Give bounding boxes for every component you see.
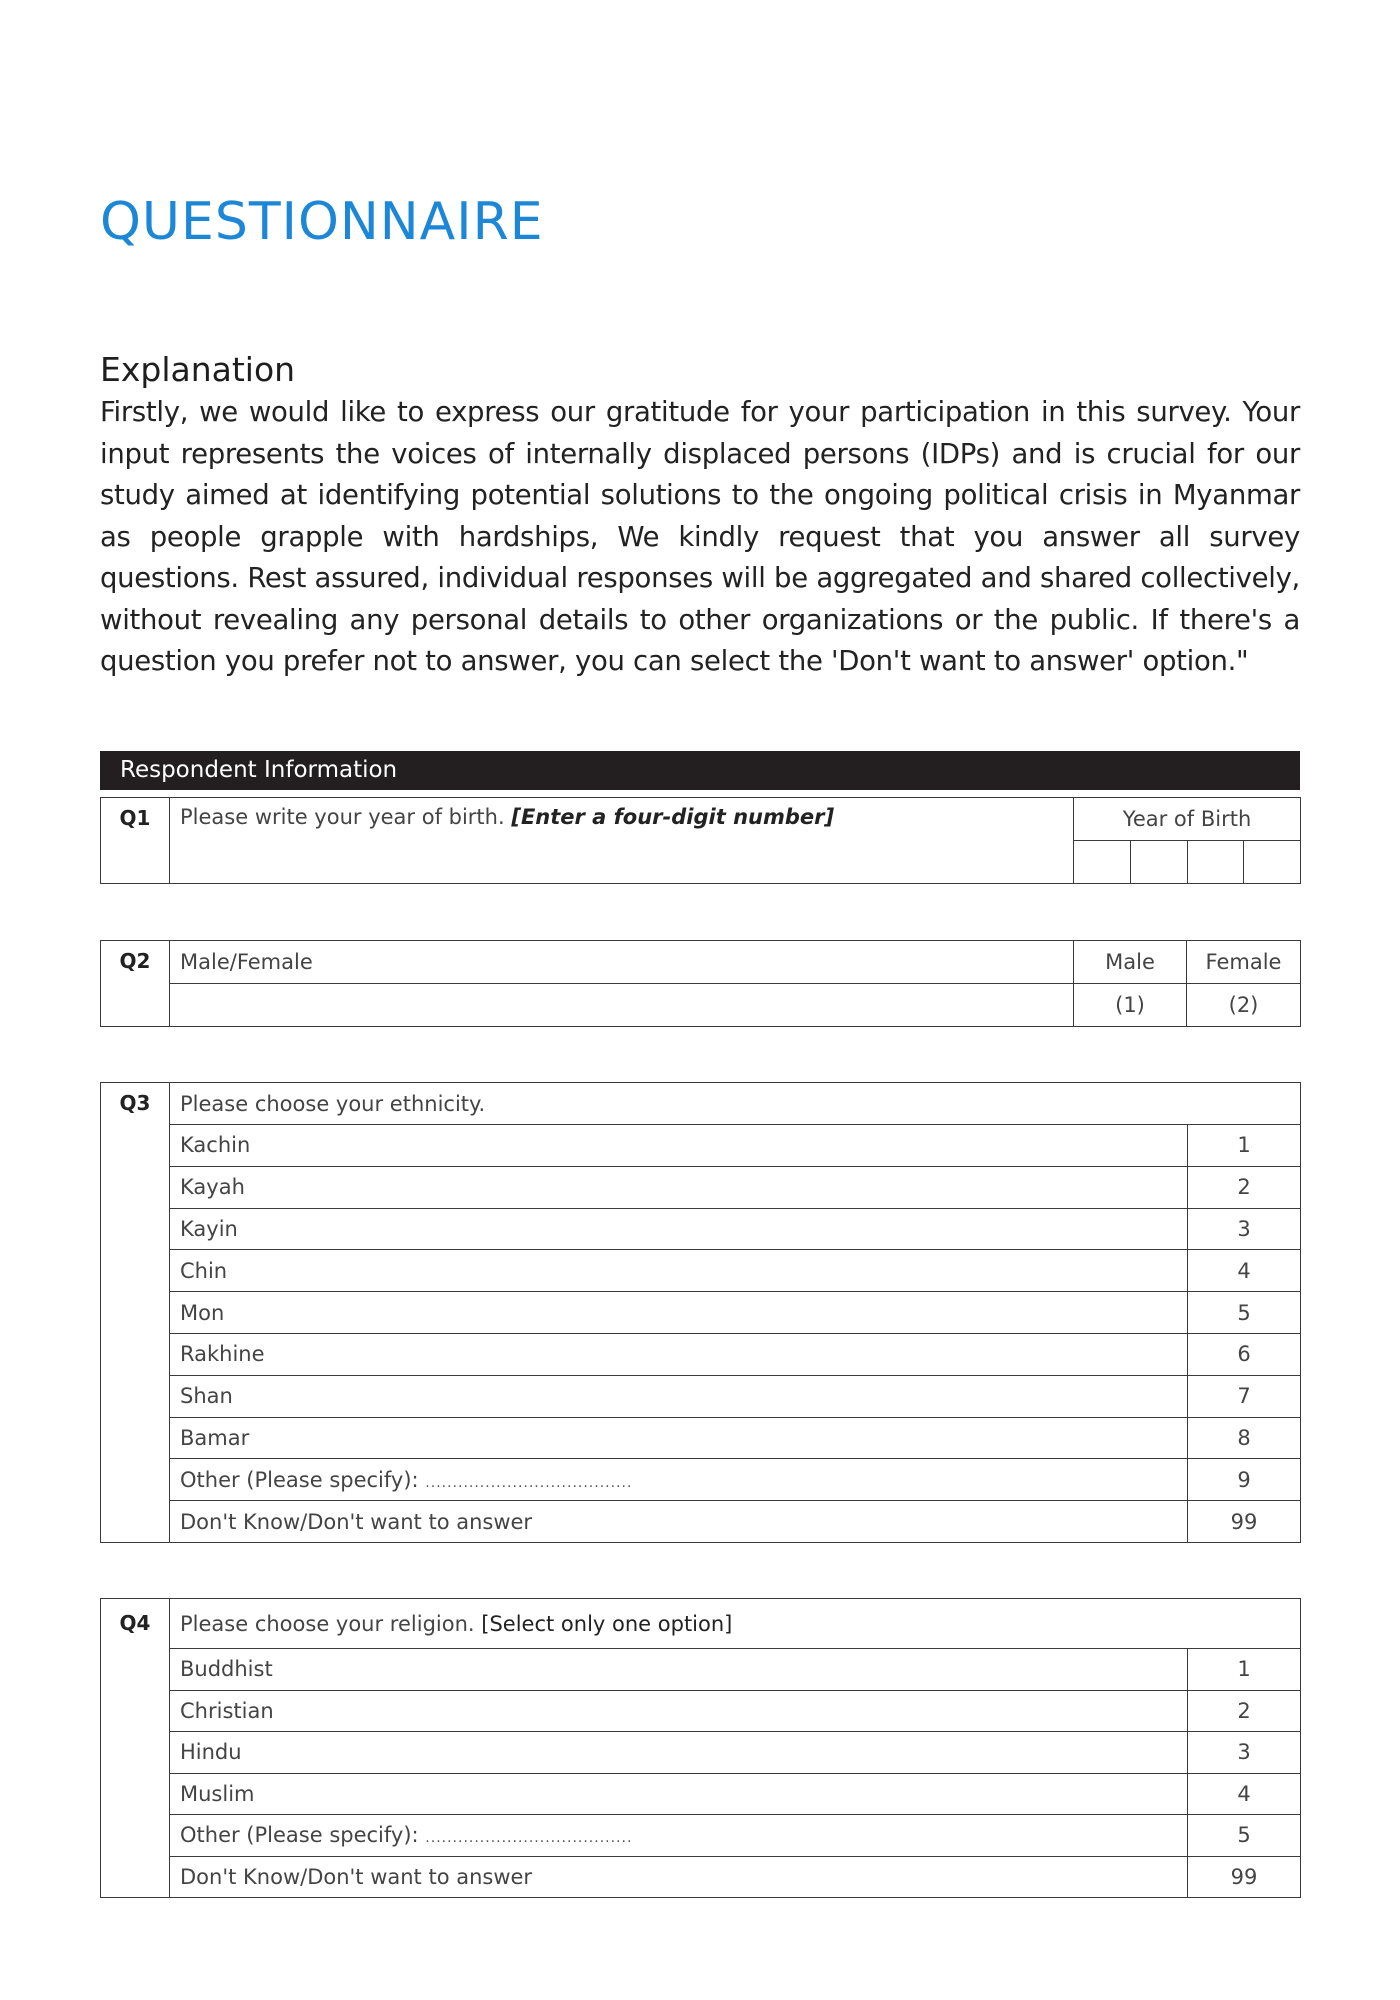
religion-option-row[interactable]: [101, 1815, 1301, 1857]
respondent-information-band: Respondent Information: [100, 751, 1300, 790]
religion-option-row[interactable]: [101, 1690, 1301, 1732]
ethnicity-option-code[interactable]: 2: [1188, 1166, 1301, 1208]
ethnicity-option-row[interactable]: [101, 1292, 1301, 1334]
ethnicity-option-label: Shan: [170, 1375, 1188, 1417]
q4-number: Q4: [101, 1599, 170, 1898]
q3-number: Q3: [101, 1083, 170, 1543]
ethnicity-option-label: Kachin: [170, 1125, 1188, 1167]
religion-option-code[interactable]: 4: [1188, 1773, 1301, 1815]
ethnicity-option-row[interactable]: [101, 1375, 1301, 1417]
ethnicity-option-code[interactable]: 3: [1188, 1208, 1301, 1250]
ethnicity-option-label: Other (Please specify):: [180, 1467, 419, 1492]
ethnicity-option-label: Bamar: [170, 1417, 1188, 1459]
q1-instruction: [Enter a four-digit number]: [511, 805, 835, 829]
ethnicity-specify-line[interactable]: ......................................: [425, 1474, 633, 1491]
male-option-code[interactable]: (1): [1074, 984, 1187, 1027]
year-digit-1-box[interactable]: [1074, 841, 1131, 884]
explanation-heading: Explanation: [100, 350, 296, 389]
ethnicity-option-label: Kayin: [170, 1208, 1188, 1250]
q2-number: Q2: [101, 941, 170, 1027]
religion-option-label: Other (Please specify):: [180, 1823, 419, 1848]
ethnicity-option-label: Mon: [170, 1292, 1188, 1334]
religion-option-label: Hindu: [170, 1732, 1188, 1774]
ethnicity-option-row[interactable]: [101, 1125, 1301, 1167]
religion-option-row[interactable]: [101, 1649, 1301, 1691]
religion-option-label: Buddhist: [170, 1649, 1188, 1691]
religion-option-label: Don't Know/Don't want to answer: [170, 1856, 1188, 1898]
q1-number: Q1: [101, 798, 170, 884]
ethnicity-option-row[interactable]: [101, 1166, 1301, 1208]
religion-other-cell: [170, 1815, 1188, 1857]
religion-option-code[interactable]: 99: [1188, 1856, 1301, 1898]
religion-option-code[interactable]: 2: [1188, 1690, 1301, 1732]
ethnicity-option-row[interactable]: [101, 1250, 1301, 1292]
ethnicity-option-code[interactable]: 6: [1188, 1333, 1301, 1375]
religion-option-row[interactable]: [101, 1773, 1301, 1815]
q2-table: [100, 940, 1301, 1027]
ethnicity-option-label: Kayah: [170, 1166, 1188, 1208]
q2-answer-space: [170, 984, 1074, 1027]
q2-question: Male/Female: [170, 941, 1074, 984]
ethnicity-option-row[interactable]: [101, 1501, 1301, 1543]
year-digit-2-box[interactable]: [1131, 841, 1188, 884]
religion-option-row[interactable]: [101, 1732, 1301, 1774]
female-option-label[interactable]: Female: [1187, 941, 1301, 984]
q4-question: [170, 1599, 1301, 1649]
male-option-label[interactable]: Male: [1074, 941, 1187, 984]
ethnicity-option-row[interactable]: [101, 1208, 1301, 1250]
ethnicity-option-label: Chin: [170, 1250, 1188, 1292]
ethnicity-option-code[interactable]: 99: [1188, 1501, 1301, 1543]
ethnicity-option-row[interactable]: [101, 1459, 1301, 1501]
q3-question: Please choose your ethnicity.: [170, 1083, 1301, 1125]
explanation-text: Firstly, we would like to express our gratitude for your participation in this survey. Your input represents the voices of internally displaced persons (IDPs) and is crucial for our study aimed at identifying potential solutions to the ongoing political crisis in Myanmar as people grapple with hardships, We kindly request that you answer all survey questions. Rest assured, individual responses will be aggregated and shared collectively, without revealing any personal details to other organizations or the public. If there's a question you prefer not to answer, you can select the 'Don't want to answer' option.": [100, 396, 1300, 677]
year-digit-4-box[interactable]: [1244, 841, 1301, 884]
q1-question: [170, 798, 1074, 884]
year-digit-3-box[interactable]: [1188, 841, 1244, 884]
ethnicity-option-code[interactable]: 5: [1188, 1292, 1301, 1334]
religion-option-label: Christian: [170, 1690, 1188, 1732]
q1-question-text: Please write your year of birth.: [180, 805, 505, 829]
religion-option-code[interactable]: 3: [1188, 1732, 1301, 1774]
ethnicity-other-cell: [170, 1459, 1188, 1501]
religion-option-label: Muslim: [170, 1773, 1188, 1815]
female-option-code[interactable]: (2): [1187, 984, 1301, 1027]
religion-option-code[interactable]: 1: [1188, 1649, 1301, 1691]
q3-table: [100, 1082, 1301, 1543]
ethnicity-option-code[interactable]: 1: [1188, 1125, 1301, 1167]
q4-table: [100, 1598, 1301, 1898]
religion-option-row[interactable]: [101, 1856, 1301, 1898]
ethnicity-option-code[interactable]: 7: [1188, 1375, 1301, 1417]
ethnicity-option-code[interactable]: 8: [1188, 1417, 1301, 1459]
ethnicity-option-row[interactable]: [101, 1417, 1301, 1459]
ethnicity-option-label: Don't Know/Don't want to answer: [170, 1501, 1188, 1543]
religion-option-code[interactable]: 5: [1188, 1815, 1301, 1857]
ethnicity-option-label: Rakhine: [170, 1333, 1188, 1375]
religion-specify-line[interactable]: ......................................: [425, 1830, 633, 1847]
ethnicity-option-code[interactable]: 4: [1188, 1250, 1301, 1292]
page-title: QUESTIONNAIRE: [100, 192, 544, 252]
q4-question-text: Please choose your religion.: [180, 1611, 475, 1636]
year-of-birth-label: Year of Birth: [1074, 798, 1301, 841]
q4-instruction: [Select only one option]: [481, 1611, 733, 1636]
q1-table: [100, 797, 1301, 884]
ethnicity-option-row[interactable]: [101, 1333, 1301, 1375]
ethnicity-option-code[interactable]: 9: [1188, 1459, 1301, 1501]
